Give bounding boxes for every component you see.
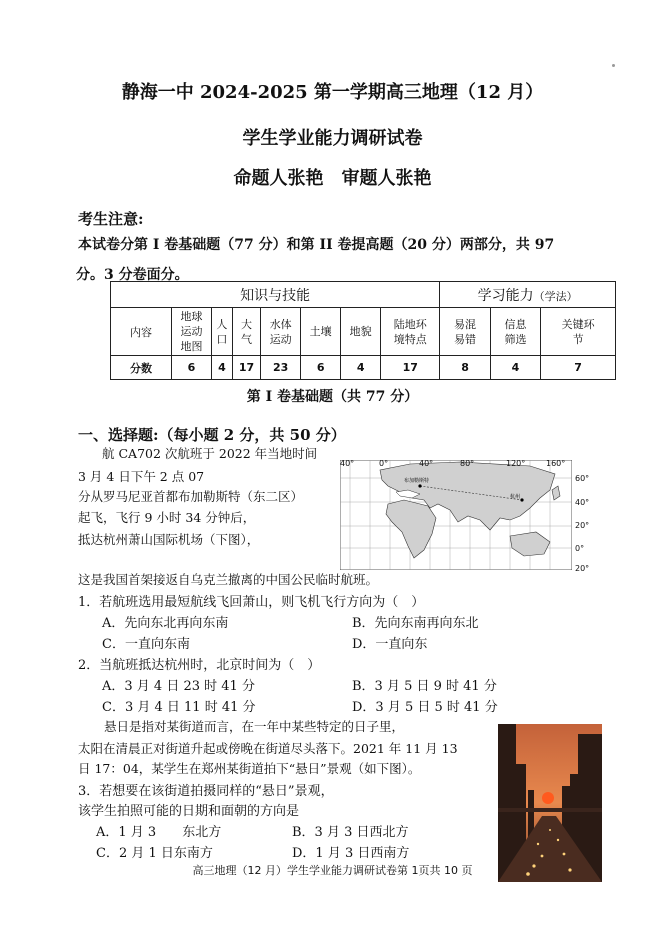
content-cell-line: 气 bbox=[241, 332, 253, 346]
content-cell-line: 口 bbox=[216, 332, 228, 346]
q3-stem-1: 3．若想要在该街道拍摄同样的“悬日”景观， bbox=[78, 784, 334, 799]
content-cell bbox=[301, 308, 341, 356]
score-cell: 6 bbox=[172, 356, 212, 380]
group-knowledge: 知识与技能 bbox=[111, 282, 440, 308]
hangzhou-label: 杭州 bbox=[510, 494, 521, 500]
content-cell-line: 地图 bbox=[180, 340, 203, 353]
passage2-line-2: 太阳在清晨正对街道升起或傍晚在街道尽头落下。2021 年 11 月 13 bbox=[78, 741, 458, 756]
q3-option-c[interactable]: C．2 月 1 日东南方 bbox=[96, 846, 213, 861]
content-cell-line: 运动 bbox=[180, 325, 203, 338]
content-row bbox=[111, 308, 616, 356]
content-cell-line: 运动 bbox=[269, 332, 292, 346]
group-learning-label: 学习能力 bbox=[477, 287, 534, 304]
footer-text-b: 页共 bbox=[418, 864, 444, 877]
score-table bbox=[110, 281, 616, 380]
content-cell bbox=[341, 308, 381, 356]
content-cell-line: 大 bbox=[241, 317, 253, 331]
score-label: 分数 bbox=[111, 356, 172, 380]
content-cell bbox=[211, 308, 232, 356]
content-cell bbox=[172, 308, 212, 356]
content-cell bbox=[232, 308, 260, 356]
score-cell: 4 bbox=[341, 356, 381, 380]
content-cell-line: 地球 bbox=[180, 310, 203, 323]
map-lat-label: 20° bbox=[575, 564, 590, 573]
passage1-line-1: 航 CA702 次航班于 2022 年当地时间 bbox=[102, 446, 318, 461]
footer-text-c: 页 bbox=[458, 864, 473, 877]
score-cell: 6 bbox=[301, 356, 341, 380]
content-cell-line: 节 bbox=[572, 332, 584, 346]
content-cell-line: 人 bbox=[216, 317, 228, 331]
bucharest-marker bbox=[418, 484, 421, 487]
map-lon-label: 40° bbox=[340, 459, 355, 468]
passage2-line-3: 日 17：04，某学生在郑州某街道拍下“悬日”景观（如下图）。 bbox=[78, 761, 421, 776]
sunset-street-photo bbox=[498, 724, 602, 882]
world-map bbox=[340, 460, 572, 570]
score-cell: 7 bbox=[541, 356, 616, 380]
page-footer bbox=[0, 862, 665, 878]
exam-title: 静海一中 2024-2025 第一学期高三地理（12 月） bbox=[121, 82, 544, 103]
notice-line-2: 分。3 分卷面分。 bbox=[76, 267, 189, 283]
q3-option-a[interactable]: A．1 月 3 东北方 bbox=[96, 825, 222, 840]
section-2-title: 一、选择题:（每小题 2 分，共 50 分） bbox=[78, 426, 346, 444]
content-cell-line: 筛选 bbox=[504, 332, 527, 346]
q3-option-d[interactable]: D．1 月 3 日西南方 bbox=[292, 846, 410, 861]
q2-option-c[interactable]: C．3 月 4 日 11 时 41 分 bbox=[102, 700, 256, 715]
q2-option-d[interactable]: D．3 月 5 日 5 时 41 分 bbox=[352, 700, 498, 715]
q2-stem: 2．当航班抵达杭州时，北京时间为（ ） bbox=[78, 658, 321, 673]
hangzhou-marker bbox=[520, 498, 523, 501]
map-lon-label: 40° bbox=[419, 459, 434, 468]
q1-option-a[interactable]: A．先向东北再向东南 bbox=[102, 616, 229, 631]
score-cell: 4 bbox=[490, 356, 540, 380]
content-cell-line: 陆地环 bbox=[393, 317, 427, 331]
q2-option-b[interactable]: B．3 月 5 日 9 时 41 分 bbox=[352, 679, 497, 694]
footer-page-number: 1 bbox=[411, 864, 419, 877]
map-lat-label: 0° bbox=[575, 544, 585, 553]
score-cell: 17 bbox=[381, 356, 440, 380]
content-cell-line: 信息 bbox=[504, 317, 527, 331]
q3-stem-2: 该学生拍照可能的日期和面朝的方向是 bbox=[78, 804, 300, 819]
footer-text-a: 高三地理（12 月）学生学业能力调研试卷第 bbox=[192, 864, 412, 877]
q2-option-a[interactable]: A．3 月 4 日 23 时 41 分 bbox=[102, 679, 255, 694]
map-lat-label: 60° bbox=[575, 474, 590, 483]
content-cell-line: 境特点 bbox=[393, 332, 427, 346]
content-cell-line: 水体 bbox=[269, 317, 292, 331]
speck bbox=[612, 64, 615, 67]
passage1-line-5: 抵达杭州萧山国际机场（下图）， bbox=[78, 532, 260, 547]
passage1-line-4: 起飞，飞行 9 小时 34 分钟后， bbox=[78, 510, 256, 525]
content-cell bbox=[541, 308, 616, 356]
bucharest-label: 布加勒斯特 bbox=[404, 478, 430, 484]
q1-option-c[interactable]: C．一直向东南 bbox=[102, 637, 190, 652]
q1-stem: 1．若航班选用最短航线飞回萧山，则飞机飞行方向为（ ） bbox=[78, 595, 425, 610]
footer-total-pages: 10 bbox=[444, 864, 458, 877]
map-lat-label: 20° bbox=[575, 521, 590, 530]
exam-authors: 命题人张艳 审题人张艳 bbox=[233, 168, 432, 189]
map-lon-label: 120° bbox=[506, 459, 526, 468]
group-learning-note: （学法） bbox=[533, 289, 578, 303]
passage1-line-2: 3 月 4 日下午 2 点 07 bbox=[78, 469, 205, 484]
q3-option-b[interactable]: B．3 月 3 日西北方 bbox=[292, 825, 409, 840]
score-cell: 17 bbox=[232, 356, 260, 380]
content-label: 内容 bbox=[111, 308, 172, 356]
exam-subtitle: 学生学业能力调研试卷 bbox=[242, 128, 423, 149]
score-cell: 8 bbox=[440, 356, 490, 380]
content-cell-line: 易混 bbox=[454, 317, 477, 331]
content-cell bbox=[440, 308, 490, 356]
content-cell-line: 易错 bbox=[454, 332, 477, 346]
map-lon-label: 80° bbox=[460, 459, 475, 468]
group-learning bbox=[440, 282, 616, 308]
content-cell-line: 关键环 bbox=[561, 317, 595, 331]
content-cell bbox=[381, 308, 440, 356]
section-1-title: 第 I 卷基础题（共 77 分） bbox=[246, 389, 419, 405]
content-cell bbox=[261, 308, 301, 356]
map-lon-label: 160° bbox=[546, 459, 566, 468]
content-cell-line: 土壤 bbox=[309, 325, 332, 338]
notice-line-1: 本试卷分第 I 卷基础题（77 分）和第 II 卷提高题（20 分）两部分，共 97 bbox=[78, 237, 555, 253]
score-cell: 4 bbox=[211, 356, 232, 380]
score-cell: 23 bbox=[261, 356, 301, 380]
q1-option-d[interactable]: D．一直向东 bbox=[352, 637, 428, 652]
content-cell bbox=[490, 308, 540, 356]
map-lat-label: 40° bbox=[575, 498, 590, 507]
passage1-line-3: 分从罗马尼亚首都布加勒斯特（东二区） bbox=[78, 489, 304, 504]
map-lon-label: 0° bbox=[379, 459, 389, 468]
passage1-line-6: 这是我国首架接返自乌克兰撤离的中国公民临时航班。 bbox=[78, 572, 379, 587]
passage2-line-1: 悬日是指对某街道而言，在一年中某些特定的日子里， bbox=[104, 719, 405, 734]
content-cell-line: 地貌 bbox=[349, 325, 372, 338]
notice-heading: 考生注意: bbox=[78, 210, 144, 228]
score-row bbox=[111, 356, 616, 380]
q1-option-b[interactable]: B．先向东南再向东北 bbox=[352, 616, 479, 631]
